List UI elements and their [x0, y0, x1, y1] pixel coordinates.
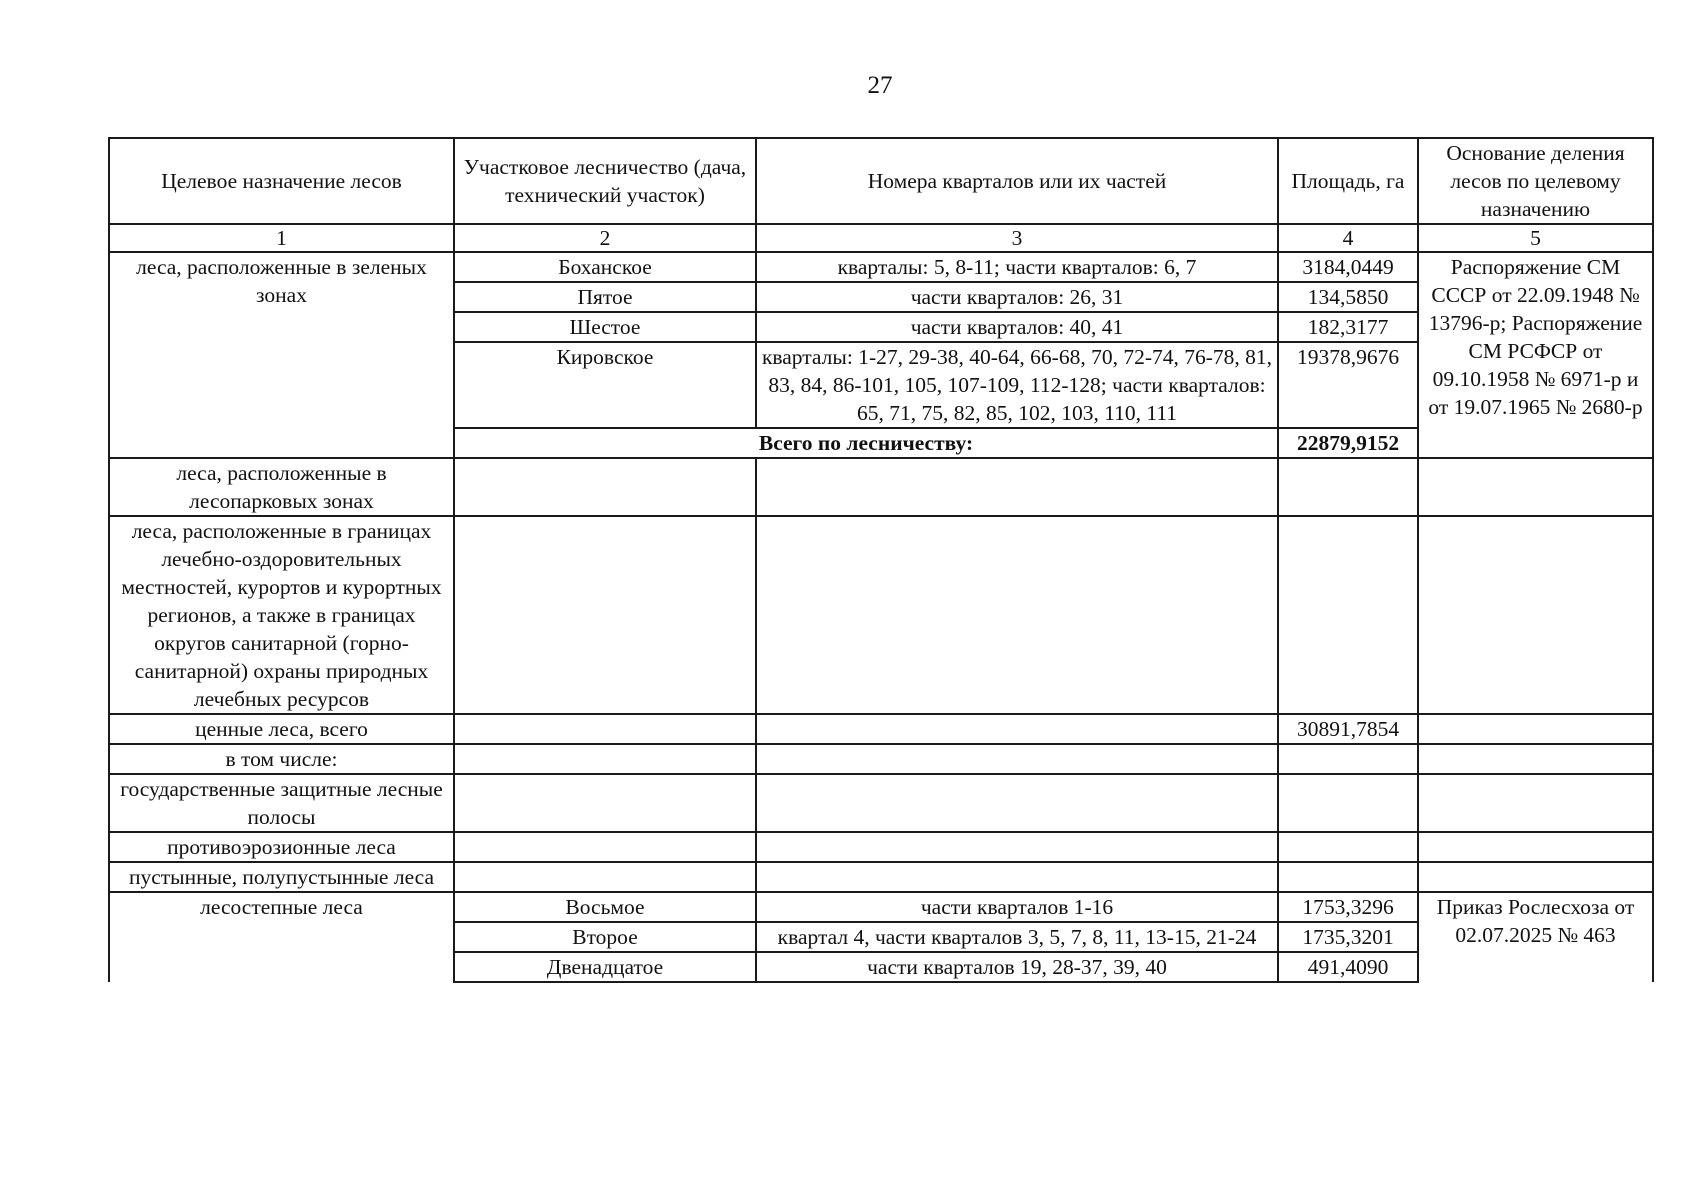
forestry-cell: Второе [454, 922, 756, 952]
area-cell: 1753,3296 [1278, 892, 1418, 922]
forest-purpose-table [108, 137, 1654, 983]
header-quarters: Номера кварталов или их частей [756, 138, 1278, 224]
quarters-cell: кварталы: 1-27, 29-38, 40-64, 66-68, 70, 72-74, 76-78, 81, 83, 84, 86-101, 105, 107-109, 112-128; части кварталов: 65, 71, 75, 82, 85, 102, 103, 110, 111 [756, 342, 1278, 428]
basis-cell: Распоряжение СМ СССР от 22.09.1948 № 13796-р; Распоряжение СМ РСФСР от 09.10.1958 № 6971-р и от 19.07.1965 № 2680-р [1418, 252, 1653, 458]
table-row [109, 252, 1653, 282]
quarters-cell: кварталы: 5, 8-11; части кварталов: 6, 7 [756, 252, 1278, 282]
column-number: 5 [1418, 224, 1653, 252]
area-cell [1278, 832, 1418, 862]
quarters-cell: части кварталов: 40, 41 [756, 312, 1278, 342]
purpose-cell: государственные защитные лесные полосы [109, 774, 454, 832]
column-number: 3 [756, 224, 1278, 252]
purpose-cell: леса, расположенные в границах лечебно-оздоровительных местностей, курортов и курортных регионов, а также в границах округов санитарной (горно-санитарной) охраны природных лечебных ресурсов [109, 516, 454, 714]
column-number-row [109, 224, 1653, 252]
table-row [109, 832, 1653, 862]
area-cell: 1735,3201 [1278, 922, 1418, 952]
purpose-cell: лесостепные леса [109, 892, 454, 982]
basis-cell: Приказ Рослесхоза от 02.07.2025 № 463 [1418, 892, 1653, 982]
forestry-cell: Восьмое [454, 892, 756, 922]
area-cell: 30891,7854 [1278, 714, 1418, 744]
area-cell [1278, 458, 1418, 516]
table-row [109, 516, 1653, 714]
forestry-cell: Пятое [454, 282, 756, 312]
table-row [109, 458, 1653, 516]
quarters-cell: части кварталов 1-16 [756, 892, 1278, 922]
quarters-cell: квартал 4, части кварталов 3, 5, 7, 8, 11, 13-15, 21-24 [756, 922, 1278, 952]
column-number: 1 [109, 224, 454, 252]
area-cell: 491,4090 [1278, 952, 1418, 982]
header-row [109, 138, 1653, 224]
forestry-cell: Шестое [454, 312, 756, 342]
total-label: Всего по лесничеству: [454, 428, 1278, 458]
purpose-cell: ценные леса, всего [109, 714, 454, 744]
purpose-cell: пустынные, полупустынные леса [109, 862, 454, 892]
purpose-cell: леса, расположенные в зеленых зонах [109, 252, 454, 458]
table-row [109, 714, 1653, 744]
table-row [109, 774, 1653, 832]
table-row [109, 862, 1653, 892]
area-cell: 19378,9676 [1278, 342, 1418, 428]
table-row [109, 892, 1653, 922]
header-basis: Основание деления лесов по целевому назначению [1418, 138, 1653, 224]
quarters-cell: части кварталов 19, 28-37, 39, 40 [756, 952, 1278, 982]
quarters-cell: части кварталов: 26, 31 [756, 282, 1278, 312]
forestry-cell: Двенадцатое [454, 952, 756, 982]
area-cell: 3184,0449 [1278, 252, 1418, 282]
forestry-cell: Боханское [454, 252, 756, 282]
purpose-cell: в том числе: [109, 744, 454, 774]
area-cell [1278, 774, 1418, 832]
area-cell [1278, 516, 1418, 714]
header-area: Площадь, га [1278, 138, 1418, 224]
column-number: 2 [454, 224, 756, 252]
table-row [109, 744, 1653, 774]
header-purpose: Целевое назначение лесов [109, 138, 454, 224]
area-cell: 182,3177 [1278, 312, 1418, 342]
purpose-cell: леса, расположенные в лесопарковых зонах [109, 458, 454, 516]
column-number: 4 [1278, 224, 1418, 252]
area-cell [1278, 744, 1418, 774]
header-forestry: Участковое лесничество (дача, технический участок) [454, 138, 756, 224]
area-cell: 134,5850 [1278, 282, 1418, 312]
forestry-cell: Кировское [454, 342, 756, 428]
total-value: 22879,9152 [1278, 428, 1418, 458]
purpose-cell: противоэрозионные леса [109, 832, 454, 862]
area-cell [1278, 862, 1418, 892]
page-number: 27 [867, 72, 893, 99]
